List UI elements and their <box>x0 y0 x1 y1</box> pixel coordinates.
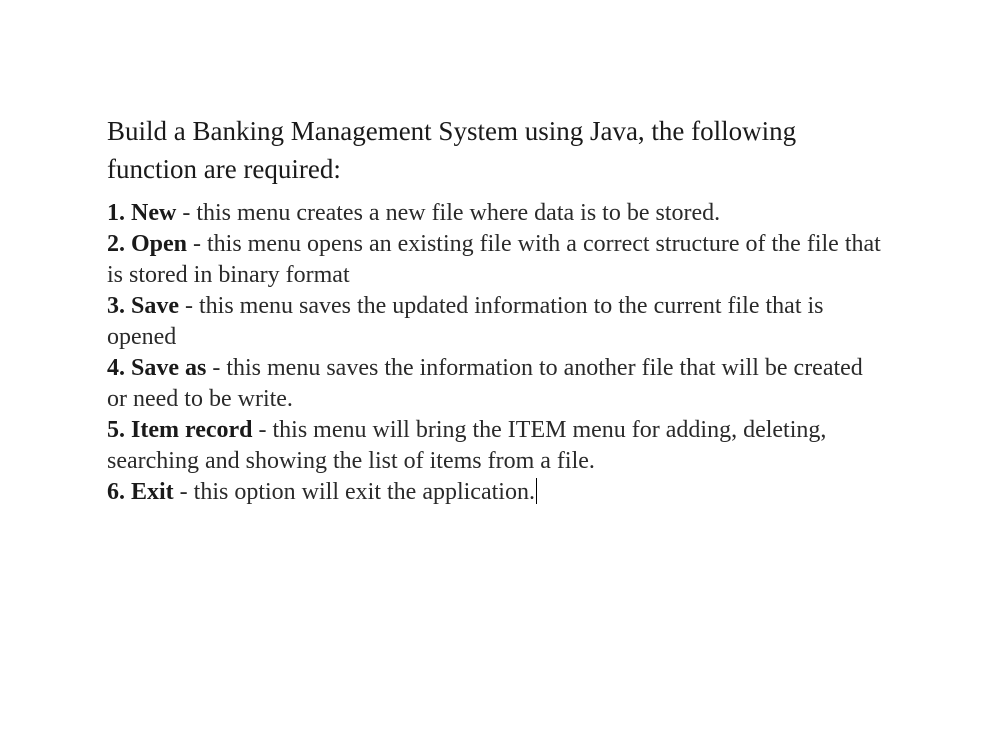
item-description: - this menu opens an existing file with a correct structure of the file that is stored in binary format <box>107 231 881 288</box>
item-number: 2. <box>107 231 125 257</box>
item-name: Save as <box>131 355 207 381</box>
text-cursor <box>536 478 537 504</box>
document-page[interactable] <box>107 112 887 508</box>
item-name: Open <box>131 231 188 257</box>
item-description: - this option will exit the application. <box>173 479 535 505</box>
item-name: Save <box>131 293 179 319</box>
item-number: 6. <box>107 479 125 505</box>
item-name: New <box>131 200 177 226</box>
list-item <box>107 353 887 415</box>
item-number: 5. <box>107 417 125 443</box>
list-item <box>107 477 887 508</box>
item-description: - this menu will bring the ITEM menu for adding, deleting, searching and showing the list of items from a file. <box>107 417 827 474</box>
item-description: - this menu saves the information to another file that will be created or need to be write. <box>107 355 863 412</box>
list-item <box>107 229 887 291</box>
item-number: 3. <box>107 293 125 319</box>
item-number: 4. <box>107 355 125 381</box>
intro-paragraph: Build a Banking Management System using Java, the following function are required: <box>107 116 797 184</box>
item-description: - this menu creates a new file where data is to be stored. <box>176 200 721 226</box>
item-description: - this menu saves the updated information to the current file that is opened <box>107 293 824 350</box>
item-name: Exit <box>131 479 174 505</box>
list-item <box>107 198 887 229</box>
list-item <box>107 291 887 353</box>
item-name: Item record <box>131 417 253 443</box>
item-number: 1. <box>107 200 125 226</box>
menu-list <box>107 198 887 508</box>
list-item <box>107 415 887 477</box>
